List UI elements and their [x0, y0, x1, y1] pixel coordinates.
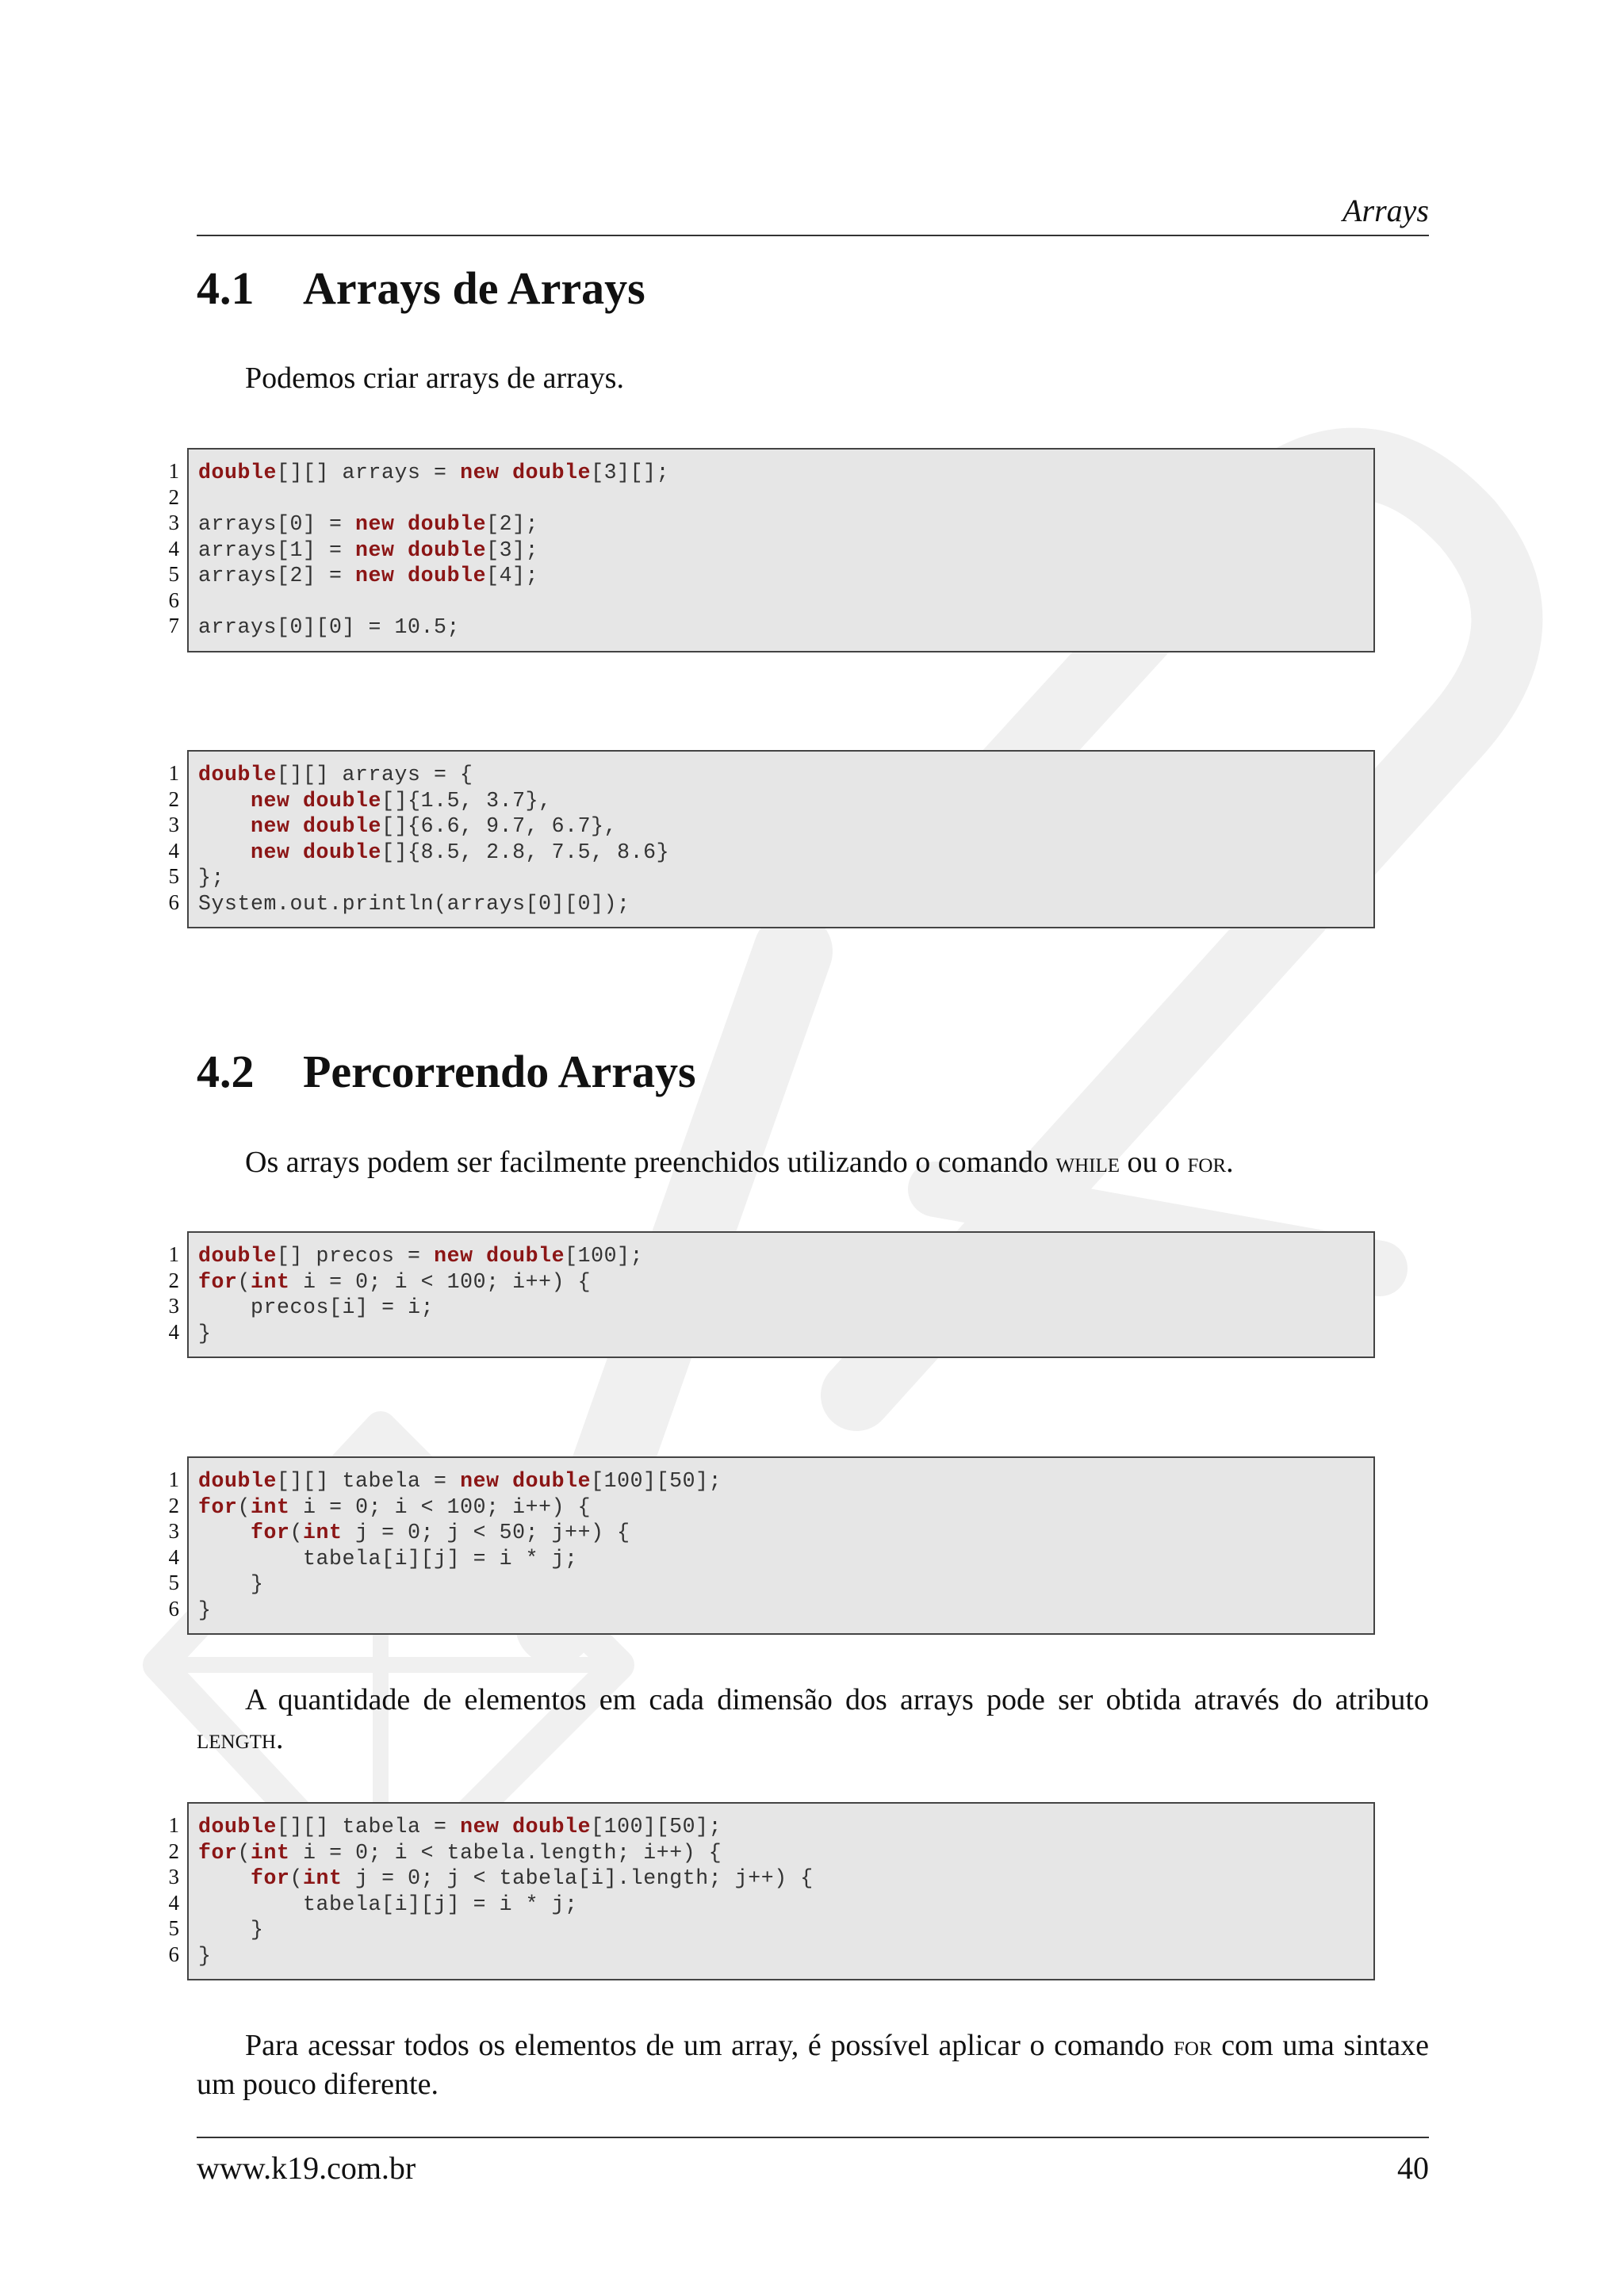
line-number: 5 — [168, 1571, 179, 1594]
line-number: 5 — [168, 1916, 179, 1940]
code-line: double[][] tabela = new double[100][50]; — [198, 1469, 722, 1493]
paragraph-length — [197, 1681, 1429, 1758]
code-listing-5 — [168, 1802, 1375, 1980]
code-line: tabela[i][j] = i * j; — [303, 1546, 578, 1571]
code-line: double[] precos = new double[100]; — [198, 1244, 644, 1268]
line-number: 7 — [168, 614, 179, 637]
code-line: } — [198, 1572, 264, 1596]
code-line: for(int j = 0; j < 50; j++) { — [251, 1521, 630, 1544]
paragraph-fill-arrays — [197, 1143, 1429, 1182]
code-line: arrays[1] = new double[3]; — [198, 538, 539, 562]
code-line: for(int i = 0; i < tabela.length; i++) { — [198, 1840, 722, 1865]
footer-url: www.k19.com.br — [197, 2150, 416, 2186]
text: ou o — [1120, 1146, 1188, 1179]
line-number: 1 — [168, 459, 179, 483]
line-numbers — [155, 1467, 179, 1621]
section-title: Arrays de Arrays — [303, 262, 645, 314]
text: com uma sintaxe um pouco diferente. — [197, 2029, 1429, 2101]
line-number: 2 — [168, 484, 179, 509]
code-line: precos[i] = i; — [251, 1295, 435, 1319]
line-number: 1 — [168, 761, 179, 785]
paragraph-foreach — [197, 2026, 1429, 2104]
line-number: 5 — [168, 562, 179, 586]
code-listing-1 — [168, 448, 1375, 652]
code-line: new double[]{1.5, 3.7}, — [251, 788, 552, 813]
keyword-for: for — [1174, 2030, 1212, 2061]
line-number: 4 — [168, 1319, 179, 1344]
line-numbers — [155, 760, 179, 915]
keyword-for: for — [1187, 1146, 1227, 1178]
line-number: 3 — [168, 511, 179, 534]
line-numbers — [155, 1242, 179, 1345]
code-line: new double[]{8.5, 2.8, 7.5, 8.6} — [251, 840, 670, 864]
text: A quantidade de elementos em cada dimensão dos arrays pode ser obtida através do atributo — [245, 1683, 1429, 1716]
text: . — [275, 1722, 284, 1755]
code-line: } — [198, 1598, 212, 1622]
line-number: 3 — [168, 1294, 179, 1318]
line-number: 3 — [168, 1865, 179, 1888]
line-number: 6 — [168, 587, 179, 612]
section-number: 4.2 — [197, 1046, 255, 1097]
section-heading-4-1 — [197, 262, 645, 315]
code-listing-2 — [168, 750, 1375, 928]
line-number: 1 — [168, 1813, 179, 1837]
code-line: }; — [198, 866, 225, 890]
line-number: 5 — [168, 864, 179, 888]
footer-rule — [197, 2137, 1429, 2138]
code-line: for(int j = 0; j < tabela[i].length; j++) { — [251, 1866, 814, 1890]
keyword-while: while — [1055, 1146, 1120, 1178]
line-number: 2 — [168, 786, 179, 811]
code-line: arrays[0][0] = 10.5; — [198, 615, 461, 639]
code-box — [187, 448, 1375, 652]
section-number: 4.1 — [197, 262, 255, 314]
code-line: arrays[2] = new double[4]; — [198, 564, 539, 587]
running-header: Arrays — [1342, 193, 1429, 228]
code-line: new double[]{6.6, 9.7, 6.7}, — [251, 814, 618, 838]
line-number: 2 — [168, 1268, 179, 1292]
header-rule — [197, 235, 1429, 236]
code-line: double[][] arrays = { — [198, 763, 473, 786]
code-line: arrays[0] = new double[2]; — [198, 512, 539, 536]
line-number: 1 — [168, 1242, 179, 1266]
text: . — [1226, 1146, 1234, 1179]
line-number: 3 — [168, 1519, 179, 1543]
code-line — [198, 486, 1364, 512]
line-number: 4 — [168, 536, 179, 561]
keyword-length: length — [197, 1723, 276, 1755]
line-number: 6 — [168, 1942, 179, 1966]
code-line: } — [198, 1918, 264, 1942]
code-listing-3 — [168, 1231, 1375, 1358]
code-box — [187, 750, 1375, 928]
line-numbers — [155, 458, 179, 639]
text: Os arrays podem ser facilmente preenchidos utilizando o comando — [245, 1146, 1056, 1179]
line-number: 6 — [168, 890, 179, 914]
page-number: 40 — [1397, 2150, 1429, 2186]
code-line: } — [198, 1321, 212, 1345]
line-number: 2 — [168, 1839, 179, 1863]
line-numbers — [155, 1812, 179, 1967]
line-number: 4 — [168, 838, 179, 863]
code-box — [187, 1802, 1375, 1980]
code-line: for(int i = 0; i < 100; i++) { — [198, 1494, 592, 1519]
code-line — [198, 589, 1364, 615]
line-number: 3 — [168, 813, 179, 836]
line-number: 4 — [168, 1544, 179, 1569]
line-number: 4 — [168, 1890, 179, 1915]
section-title: Percorrendo Arrays — [303, 1046, 696, 1097]
code-line: System.out.println(arrays[0][0]); — [198, 891, 630, 916]
paragraph-intro: Podemos criar arrays de arrays. — [245, 362, 624, 395]
code-line: double[][] arrays = new double[3][]; — [198, 461, 670, 484]
code-line: double[][] tabela = new double[100][50]; — [198, 1815, 722, 1839]
code-box — [187, 1231, 1375, 1358]
section-heading-4-2 — [197, 1045, 696, 1098]
line-number: 2 — [168, 1493, 179, 1517]
line-number: 1 — [168, 1468, 179, 1491]
code-line: tabela[i][j] = i * j; — [303, 1892, 578, 1916]
code-box — [187, 1456, 1375, 1635]
text: Para acessar todos os elementos de um array, é possível aplicar o comando — [245, 2029, 1174, 2062]
code-line: } — [198, 1943, 212, 1968]
code-listing-4 — [168, 1456, 1375, 1635]
code-line: for(int i = 0; i < 100; i++) { — [198, 1269, 592, 1294]
line-number: 6 — [168, 1596, 179, 1621]
